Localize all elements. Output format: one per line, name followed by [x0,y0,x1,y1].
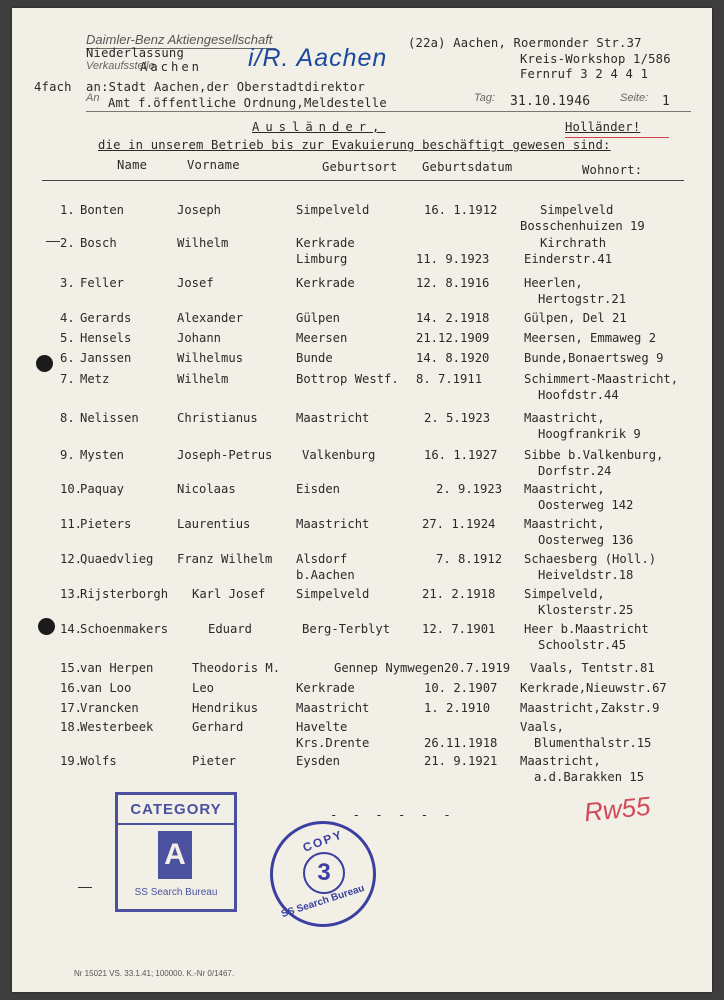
row-residence-2: Hoogfrankrik 9 [538,427,641,441]
row-surname: Hensels [80,331,132,345]
row-residence-2: Heiveldstr.18 [538,568,634,582]
row-birthplace: Bottrop Westf. [296,372,399,386]
row-birthplace: Kerkrade [296,236,355,250]
row-birthplace: Maastricht [296,701,370,715]
row-number: 3. [60,276,75,290]
row-number: 10. [60,482,83,496]
row-residence-2: Blumenthalstr.15 [534,736,652,750]
row-firstname: Laurentius [177,517,251,531]
row-firstname: Pieter [192,754,237,768]
row-birthdate: 12. 8.1916 [416,276,490,290]
col-header-birthplace: Geburtsort [322,160,398,174]
row-birthdate: 10. 2.1907 [424,681,498,695]
row-surname: Bonten [80,203,125,217]
row-residence-2: Oosterweg 136 [538,533,634,547]
row-residence: Kirchrath [540,236,607,250]
sender-address: (22a) Aachen, Roermonder Str.37 [408,36,642,50]
row-birthplace: Simpelveld [296,203,370,217]
row-firstname: Karl Josef [192,587,266,601]
row-residence: Vaals, Tentstr.81 [530,661,655,675]
row-birthplace-2: Krs.Drente [296,736,370,750]
handwritten-city: i/R. Aachen [248,44,388,72]
row-birthplace: Alsdorf [296,552,348,566]
punch-hole [38,618,55,635]
row-residence: Gülpen, Del 21 [524,311,627,325]
row-surname: Wolfs [80,754,117,768]
document-subtitle: die in unserem Betrieb bis zur Evakuierung beschäftigt gewesen sind: [98,138,611,152]
col-header-birthdate: Geburtsdatum [422,160,513,174]
row-firstname: Wilhelmus [177,351,244,365]
row-residence: Vaals, [520,720,565,734]
row-firstname: Nicolaas [177,482,236,496]
row-residence: Schimmert-Maastricht, [524,372,679,386]
row-firstname: Eduard [208,622,253,636]
row-residence: Heer b.Maastricht [524,622,649,636]
row-residence-2: Bosschenhuizen 19 [520,219,645,233]
row-birthdate: 8. 7.1911 [416,372,483,386]
row-residence: Simpelveld, [524,587,605,601]
red-annotation: Rw55 [582,790,652,828]
row-birthdate: 12. 7.1901 [422,622,496,636]
row-birthdate: 7. 8.1912 [436,552,503,566]
page-number: 1 [662,94,671,109]
row-birthplace: Maastricht [296,517,370,531]
row-residence-2: Oosterweg 142 [538,498,634,512]
row-residence: Schaesberg (Holl.) [524,552,657,566]
row-birthdate: 26.11.1918 [424,736,498,750]
col-header-name: Name [117,158,148,172]
row-firstname: Johann [177,331,222,345]
row-firstname: Franz Wilhelm [177,552,273,566]
row-firstname: Wilhelm [177,236,229,250]
row-residence: Simpelveld [540,203,614,217]
row-number: 12. [60,552,83,566]
copy-stamp-bureau: SS Search Bureau [280,882,366,921]
row-residence: Maastricht, [520,754,601,768]
row-birthdate: 11. 9.1923 [416,252,490,266]
row-surname: Feller [80,276,125,290]
row-number: 18. [60,720,83,734]
row-firstname: Alexander [177,311,244,325]
row-firstname: Josef [177,276,214,290]
to-label: An [86,92,100,104]
row-residence-2: Einderstr.41 [524,252,613,266]
row-number: 5. [60,331,75,345]
recipient-line-1: an:Stadt Aachen,der Oberstadtdirektor [86,80,365,94]
document-page [12,8,712,992]
row-surname: Janssen [80,351,132,365]
row-residence-2: Hertogstr.21 [538,292,627,306]
col-header-residence: Wohnort: [582,163,643,177]
row-surname: Westerbeek [80,720,154,734]
row-birthplace: Havelte [296,720,348,734]
row-birthdate: 14. 8.1920 [416,351,490,365]
row-residence: Meersen, Emmaweg 2 [524,331,657,345]
company-name: Daimler-Benz Aktiengesellschaft [86,32,273,47]
row-surname: Pieters [80,517,132,531]
copy-stamp [270,821,376,927]
row-firstname: Gerhard [192,720,244,734]
document-date: 31.10.1946 [510,94,591,109]
row-residence: Maastricht, [524,517,605,531]
row-birthplace: Berg-Terblyt [302,622,391,636]
row-birthdate: 16. 1.1927 [424,448,498,462]
end-marker: - - - - - - [330,808,455,822]
margin-tick [78,887,92,888]
sales-office-label: Verkaufsstelle [86,60,155,72]
row-surname: Schoenmakers [80,622,169,636]
row-firstname: Joseph [177,203,222,217]
row-firstname: Leo [192,681,215,695]
row-number: 16. [60,681,83,695]
row-number: 19. [60,754,83,768]
row-residence: Bunde,Bonaertsweg 9 [524,351,664,365]
recipient-line-2: Amt f.öffentliche Ordnung,Meldestelle [108,96,387,110]
row-birthplace: Maastricht [296,411,370,425]
row-firstname: Wilhelm [177,372,229,386]
row-birthplace: Meersen [296,331,348,345]
copy-stamp-title: COPY [300,827,346,855]
row-birthplace: Valkenburg [302,448,376,462]
row-residence-2: Schoolstr.45 [538,638,627,652]
punch-hole [36,355,53,372]
row-residence-2: Dorfstr.24 [538,464,612,478]
row-firstname: Christianus [177,411,258,425]
branch-label: Niederlassung [86,46,184,60]
row-birthdate: 27. 1.1924 [422,517,496,531]
branch-city: Aachen [140,60,203,74]
nationality-label: Holländer! [565,120,641,134]
category-stamp [115,792,237,912]
row-number: 8. [60,411,75,425]
row-birthplace: Simpelveld [296,587,370,601]
row-residence: Sibbe b.Valkenburg, [524,448,664,462]
row-birthplace: Gülpen [296,311,341,325]
copies-label: 4fach [34,80,72,94]
row-surname: Bosch [80,236,117,250]
category-stamp-title: CATEGORY [130,801,222,818]
row-surname: Paquay [80,482,125,496]
row-birthplace: Eisden [296,482,341,496]
row-birthdate: 2. 9.1923 [436,482,503,496]
row-birthplace: Eysden [296,754,341,768]
row-birthplace: Kerkrade [296,276,355,290]
date-label: Tag: [474,92,496,104]
page-label: Seite: [620,92,649,104]
row-firstname: Joseph-Petrus [177,448,273,462]
row-surname: Vrancken [80,701,139,715]
row-residence-2: Klosterstr.25 [538,603,634,617]
row-birthdate: 1. 2.1910 [424,701,491,715]
row-surname: Metz [80,372,110,386]
category-letter: A [158,831,192,879]
stamp-rule [118,823,234,825]
recipient-rule [86,111,691,112]
row-surname: van Herpen [80,661,154,675]
category-stamp-bureau: SS Search Bureau [134,887,218,898]
print-code: Nr 15021 VS. 33.1.41; 100000. K.-Nr 0/1467. [74,969,235,978]
row-surname: Rijsterborgh [80,587,169,601]
row-birthdate: 20.7.1919 [444,661,511,675]
row-number: 15. [60,661,83,675]
row-birthplace-2: b.Aachen [296,568,355,582]
margin-tick [46,241,60,242]
row-residence-2: a.d.Barakken 15 [534,770,645,784]
row-number: 17. [60,701,83,715]
row-birthplace-2: Limburg [296,252,348,266]
row-surname: Quaedvlieg [80,552,154,566]
row-number: 4. [60,311,75,325]
row-birthdate: 16. 1.1912 [424,203,498,217]
row-surname: Nelissen [80,411,139,425]
row-residence: Kerkrade,Nieuwstr.67 [520,681,667,695]
row-surname: van Loo [80,681,132,695]
row-number: 6. [60,351,75,365]
document-title: Ausländer, [252,120,386,134]
row-residence: Heerlen, [524,276,583,290]
phone-label: Fernruf 3 2 4 4 1 [520,67,649,81]
row-number: 9. [60,448,75,462]
row-birthdate: 21. 9.1921 [424,754,498,768]
row-residence: Maastricht,Zakstr.9 [520,701,660,715]
row-number: 7. [60,372,75,386]
row-number: 2. [60,236,75,250]
col-header-firstname: Vorname [187,158,240,172]
row-residence: Maastricht, [524,411,605,425]
row-birthplace: Bunde [296,351,333,365]
row-birthplace: Gennep Nymwegen [334,661,445,675]
row-birthdate: 21.12.1909 [416,331,490,345]
row-number: 14. [60,622,83,636]
header-rule [42,180,684,181]
row-number: 13. [60,587,83,601]
row-number: 11. [60,517,83,531]
row-number: 1. [60,203,75,217]
row-firstname: Theodoris M. [192,661,281,675]
row-surname: Gerards [80,311,132,325]
workshop-label: Kreis-Workshop 1/586 [520,52,671,66]
row-firstname: Hendrikus [192,701,259,715]
row-residence: Maastricht, [524,482,605,496]
row-birthdate: 21. 2.1918 [422,587,496,601]
row-birthdate: 14. 2.1918 [416,311,490,325]
row-surname: Mysten [80,448,125,462]
row-birthplace: Kerkrade [296,681,355,695]
copy-number: 3 [303,852,345,894]
row-birthdate: 2. 5.1923 [424,411,491,425]
row-residence-2: Hoofdstr.44 [538,388,619,402]
